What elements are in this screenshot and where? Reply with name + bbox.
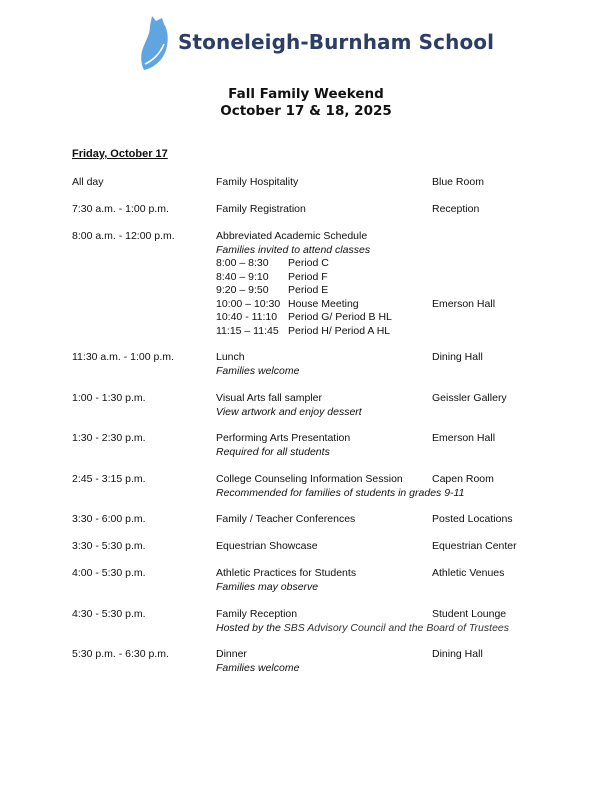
- period-row: [216, 298, 392, 312]
- period-label: Period C: [288, 257, 329, 269]
- event-note: Families welcome: [216, 661, 300, 674]
- event-location: Athletic Venues: [432, 567, 505, 579]
- event-name: Abbreviated Academic Schedule: [216, 230, 368, 242]
- event-location: Geissler Gallery: [432, 392, 507, 404]
- event-note: Families invited to attend classes: [216, 243, 371, 256]
- event-time: 5:30 p.m. - 6:30 p.m.: [72, 648, 169, 660]
- event-name: College Counseling Information Session: [216, 473, 403, 485]
- event-location: Equestrian Center: [432, 540, 517, 552]
- event-title: Fall Family Weekend: [228, 86, 384, 102]
- period-label: House Meeting: [288, 297, 359, 310]
- event-note: [216, 622, 509, 636]
- period-time: 10:00 – 10:30: [216, 297, 281, 310]
- event-details: [216, 432, 350, 459]
- event-time: 11:30 a.m. - 1:00 p.m.: [72, 351, 174, 363]
- event-time: 3:30 - 5:30 p.m.: [72, 540, 146, 552]
- period-row: [216, 284, 392, 298]
- event-note: Families welcome: [216, 364, 300, 377]
- event-time: 4:30 - 5:30 p.m.: [72, 608, 146, 620]
- event-note: Required for all students: [216, 445, 330, 458]
- event-name: Visual Arts fall sampler: [216, 392, 323, 404]
- event-name: Equestrian Showcase: [216, 540, 318, 552]
- event-note-prefix: Hosted by the: [216, 621, 281, 634]
- event-time: 1:00 - 1:30 p.m.: [72, 392, 146, 404]
- event-details: [216, 351, 299, 378]
- event-time: 2:45 - 3:15 p.m.: [72, 473, 146, 485]
- period-label: Period H/ Period A HL: [288, 324, 391, 337]
- event-location: Capen Room: [432, 473, 494, 485]
- event-details: [216, 392, 362, 419]
- event-time: All day: [72, 176, 104, 188]
- event-details: [216, 230, 392, 338]
- event-name: Athletic Practices for Students: [216, 567, 357, 579]
- event-location: Posted Locations: [432, 513, 513, 525]
- event-details: [216, 473, 464, 500]
- period-time: 9:20 – 9:50: [216, 284, 269, 296]
- event-time: 4:00 - 5:30 p.m.: [72, 567, 146, 579]
- event-location: Dining Hall: [432, 648, 483, 660]
- event-name: Family / Teacher Conferences: [216, 513, 356, 525]
- event-name: Family Reception: [216, 608, 298, 620]
- event-location: Student Lounge: [432, 608, 507, 620]
- period-row: [216, 257, 392, 271]
- event-name: Dinner: [216, 648, 247, 660]
- event-location: Emerson Hall: [432, 432, 496, 444]
- event-dates: October 17 & 18, 2025: [220, 103, 392, 119]
- event-details: [216, 567, 356, 594]
- school-logo: [138, 14, 495, 72]
- event-name: Family Registration: [216, 203, 306, 215]
- event-time: 7:30 a.m. - 1:00 p.m.: [72, 203, 169, 215]
- period-time: 10:40 - 11:10: [216, 311, 278, 323]
- event-time: 8:00 a.m. - 12:00 p.m.: [72, 230, 175, 242]
- period-row: [216, 325, 392, 339]
- event-name: Family Hospitality: [216, 176, 299, 188]
- period-time: 8:00 – 8:30: [216, 257, 269, 269]
- event-note: Families may observe: [216, 580, 319, 593]
- period-time: 11:15 – 11:45: [216, 324, 279, 337]
- period-label: Period G/ Period B HL: [288, 311, 392, 323]
- event-name: Performing Arts Presentation: [216, 432, 351, 444]
- owl-icon: [138, 14, 174, 72]
- event-time: 3:30 - 6:00 p.m.: [72, 513, 146, 525]
- period-label: Period E: [288, 284, 329, 296]
- event-name: Lunch: [216, 351, 245, 363]
- period-row: [216, 271, 392, 285]
- event-note: View artwork and enjoy dessert: [216, 405, 362, 418]
- event-location: Emerson Hall: [432, 297, 496, 310]
- period-row: [216, 311, 392, 325]
- day-heading: Friday, October 17: [72, 148, 168, 160]
- event-time: 1:30 - 2:30 p.m.: [72, 432, 146, 444]
- event-location: Blue Room: [432, 176, 484, 188]
- event-location: Dining Hall: [432, 351, 483, 363]
- school-name: Stoneleigh-Burnham School: [178, 30, 495, 54]
- period-label: Period F: [288, 270, 328, 283]
- event-note-hosts: SBS Advisory Council and the Board of Trustees: [280, 621, 509, 634]
- event-note: Recommended for families of students in grades 9-11: [216, 486, 465, 499]
- event-details: [216, 648, 299, 675]
- period-time: 8:40 – 9:10: [216, 270, 269, 283]
- event-location: Reception: [432, 203, 480, 215]
